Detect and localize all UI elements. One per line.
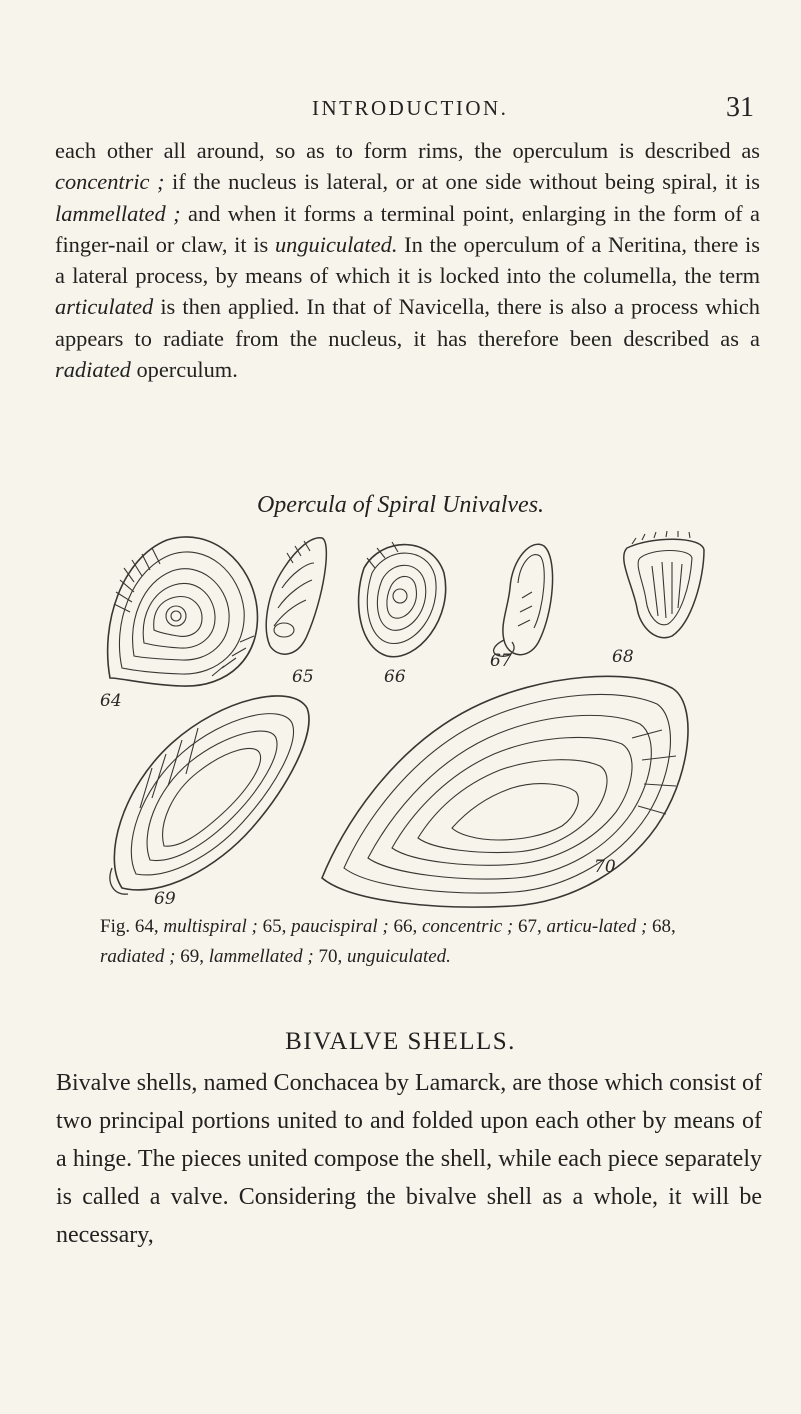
operculum-67-drawing	[494, 544, 553, 656]
operculum-66-drawing	[359, 542, 446, 657]
running-title: INTRODUCTION.	[312, 96, 509, 120]
text-run: is then applied. In that of Navicella, there is also a process which appears to radiate from the nucleus, it has therefore been described as a	[55, 294, 760, 351]
body-paragraph-bivalve: Bivalve shells, named Conchacea by Lamarck, are those which consist of two principal portions united to and folded upon each other by means of a hinge. The pieces united compose the shell, while each piece separately is called a valve. Considering the bivalve shell as a whole, it will be necessary,	[56, 1070, 762, 1248]
opercula-engraving	[92, 528, 712, 910]
caption-text: 68,	[647, 916, 676, 937]
caption-text: 67,	[513, 916, 547, 937]
caption-term: articu-lated ;	[546, 916, 648, 937]
page-number: 31	[726, 92, 754, 123]
caption-text: 70,	[313, 946, 347, 967]
text-run: each other all around, so as to form rims, the operculum is described as	[55, 138, 760, 163]
caption-term: radiated ;	[100, 946, 176, 967]
operculum-68-drawing	[624, 531, 704, 638]
fig-number-70: 70	[594, 857, 616, 877]
caption-text: 69,	[175, 946, 209, 967]
term-lammellated: lammellated ;	[55, 200, 181, 226]
operculum-70-drawing	[322, 676, 688, 907]
caption-term: multispiral ;	[163, 916, 258, 937]
fig-number-65: 65	[292, 667, 314, 687]
caption-term: paucispiral ;	[291, 916, 389, 937]
text-run: if the nucleus is lateral, or at one side without being spiral, it is	[164, 169, 760, 195]
text-run: and when it forms a terminal point, enlarging in the form of a finger-nail or claw, it is	[55, 200, 760, 257]
caption-term: concentric ;	[421, 916, 514, 937]
operculum-69-drawing	[110, 696, 309, 894]
caption-term: lammellated ;	[208, 946, 314, 967]
section-heading: BIVALVE SHELLS.	[285, 1028, 516, 1055]
body-paragraph-opercula	[55, 135, 760, 385]
fig-number-68: 68	[612, 647, 634, 667]
operculum-64-drawing	[108, 537, 258, 686]
caption-text: Fig. 64,	[100, 916, 164, 937]
fig-number-67: 67	[490, 651, 512, 671]
term-articulated: articulated	[55, 294, 154, 320]
figure-title: Opercula of Spiral Univalves.	[256, 492, 545, 518]
figure-caption	[100, 912, 720, 972]
caption-term: unguiculated.	[346, 946, 451, 967]
operculum-65-drawing	[266, 538, 326, 654]
text-run: In the operculum of a Neritina, there is a lateral process, by means of which it is locked into the columella, the term	[55, 231, 760, 289]
running-header	[0, 92, 801, 132]
term-concentric: concentric ;	[55, 169, 165, 195]
text-run: operculum.	[130, 357, 238, 383]
term-unguiculated: unguiculated.	[274, 231, 398, 257]
caption-text: 66,	[388, 916, 422, 937]
fig-number-64: 64	[100, 691, 122, 711]
caption-text: 65,	[257, 916, 292, 937]
fig-number-66: 66	[384, 667, 406, 687]
term-radiated: radiated	[55, 357, 131, 383]
opercula-illustration	[92, 528, 712, 910]
fig-number-69: 69	[154, 889, 176, 909]
